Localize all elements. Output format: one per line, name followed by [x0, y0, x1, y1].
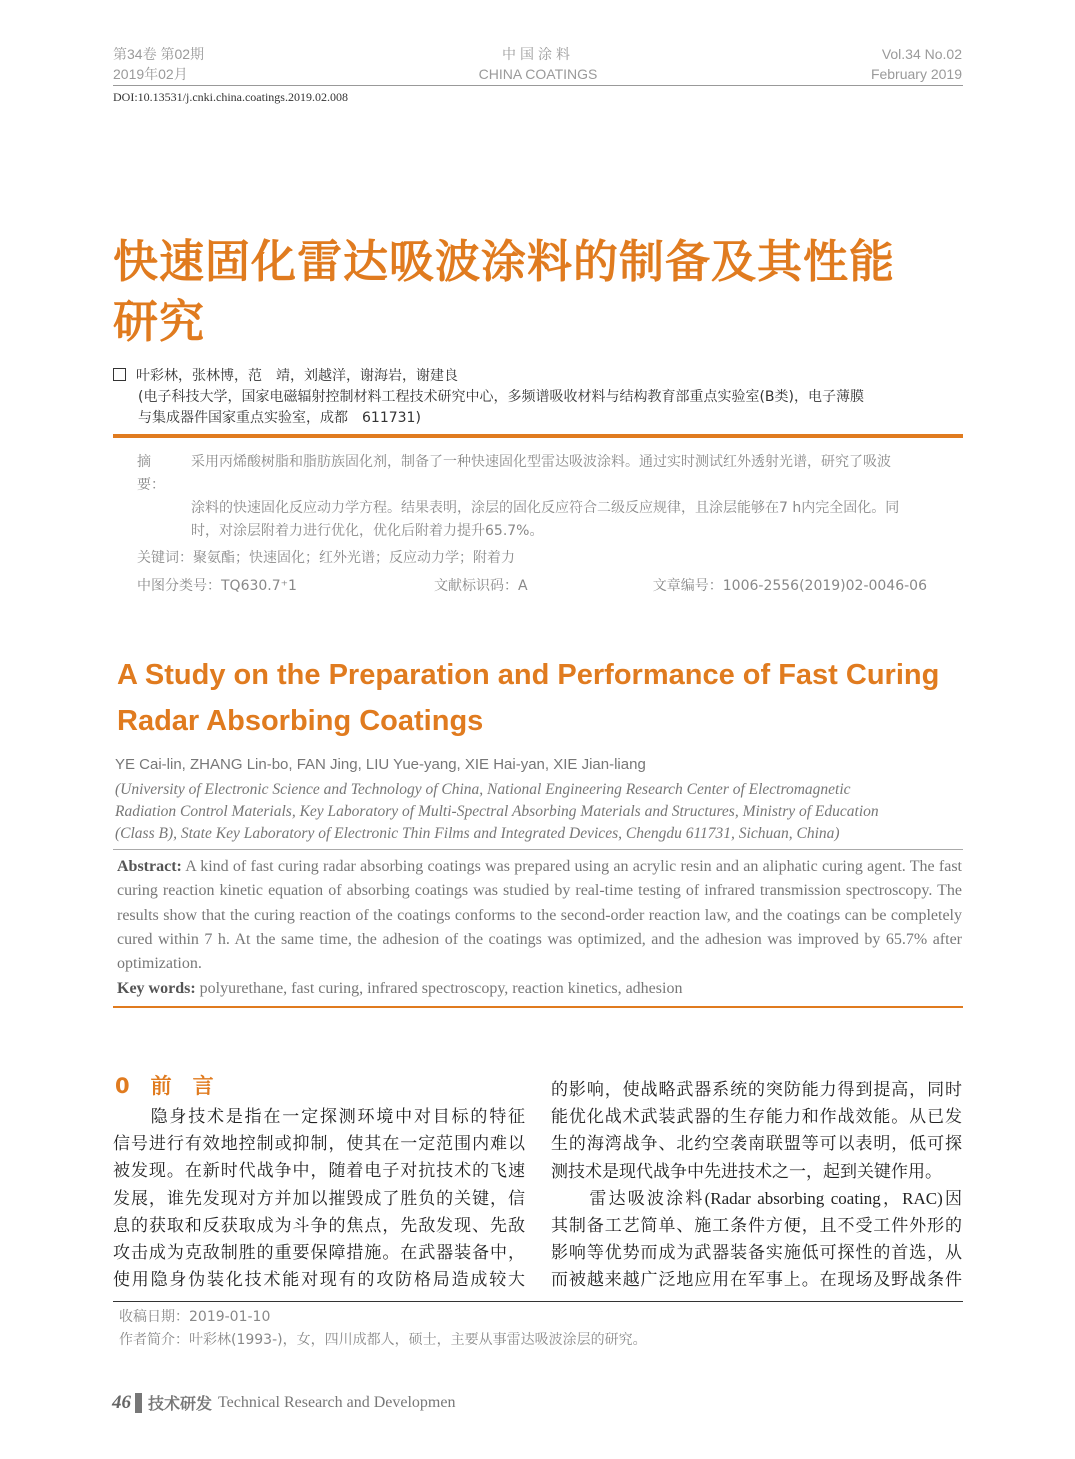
- header-journal-en: CHINA COATINGS: [478, 66, 598, 82]
- abstract-cn-label: 摘 要：: [137, 454, 165, 493]
- body-line: 攻击成为克敌制胜的重要保障措施。在武器装备中，: [113, 1242, 525, 1262]
- body-line: 息的获取和反获取成为斗争的焦点，先敌发现、先敌: [113, 1215, 525, 1235]
- clc-number: 中图分类号：TQ630.7⁺1: [137, 578, 297, 594]
- affiliation-line: (电子科技大学，国家电磁辐射控制材料工程技术研究中心，多频谱吸收材料与结构教育部重点实验室(B类)，电子薄膜: [138, 389, 864, 405]
- title-en-line: Radar Absorbing Coatings: [117, 705, 484, 737]
- received-date: 收稿日期：2019-01-10: [119, 1309, 271, 1325]
- keywords-en: [117, 977, 962, 1001]
- abstract-rule-bottom: [113, 1006, 963, 1008]
- section-number: 0: [115, 1074, 130, 1098]
- header-volume-cn: 第34卷 第02期: [113, 46, 205, 62]
- body-line: 生的海湾战争、北约空袭南联盟等可以表明，低可探: [551, 1134, 962, 1154]
- abstract-en-text: A kind of fast curing radar absorbing coatings was prepared using an acrylic resin and an aliphatic curing agent. The fast curing reaction kinetic equation of absorbing coatings was studied by real-time testing of infrared transmission spectroscopy. The results show that the curing reaction of the coatings conforms to the second-order reaction law, and the coatings can be completely cured within 7 h. At the same time, the adhesion of the coatings was optimized, and the adhesion was improved by 65.7% after optimization.: [117, 858, 962, 973]
- abstract-cn-line: 涂料的快速固化反应动力学方程。结果表明，涂层的固化反应符合二级反应规律，且涂层能够在7 h内完全固化。同: [191, 500, 900, 516]
- article-number: 文章编号：1006-2556(2019)02-0046-06: [652, 578, 927, 594]
- body-line: 能优化战术武装武器的生存能力和作战效能。从已发: [551, 1107, 962, 1127]
- classification-row: [137, 575, 927, 598]
- body-line: 其制备工艺简单、施工条件方便，且不受工件外形的: [551, 1215, 962, 1235]
- keywords-cn: 关键词：聚氨酯；快速固化；红外光谱；反应动力学；附着力: [137, 550, 515, 566]
- page-footer: [112, 1391, 455, 1414]
- header-date-cn: 2019年02月: [113, 66, 188, 82]
- footer-section-cn: 技术研发: [148, 1396, 213, 1413]
- abstract-cn: [137, 451, 927, 543]
- footer-section-en: Technical Research and Developmen: [218, 1393, 456, 1411]
- affiliation-en: [115, 779, 879, 845]
- body-line: 雷达吸波涂料(Radar absorbing coating，RAC)因: [551, 1188, 962, 1208]
- left-column: [113, 1103, 525, 1293]
- accent-rule: [113, 434, 963, 438]
- body-line: 的影响，使战略武器系统的突防能力得到提高，同时: [551, 1080, 962, 1099]
- square-bullet-icon: [113, 368, 126, 381]
- title-cn-line: 快速固化雷达吸波涂料的制备及其性能: [113, 235, 896, 288]
- body-line: 发展，谁先发现对方并加以摧毁成了胜负的关键，信: [113, 1188, 525, 1208]
- authors-cn: 叶彩林，张林博，范 靖，刘越洋，谢海岩，谢建良: [136, 368, 458, 384]
- footer-bar: [135, 1393, 142, 1413]
- affiliation-line: Radiation Control Materials, Key Laboratory of Multi-Spectral Absorbing Materials and Structures, Ministry of Education: [115, 803, 879, 820]
- footnote-rule: [113, 1301, 963, 1302]
- body-line: 被发现。在新时代战争中，随着电子对抗技术的飞速: [113, 1161, 525, 1181]
- section-heading: [115, 1070, 214, 1100]
- title-cn: [113, 232, 895, 352]
- title-cn-line: 研究: [113, 295, 206, 348]
- doi: DOI:10.13531/j.cnki.china.coatings.2019.02.008: [113, 90, 348, 104]
- document-code: 文献标识码：A: [434, 578, 528, 594]
- body-line: 测技术是现代战争中先进技术之一，起到关键作用。: [551, 1161, 942, 1181]
- header-volume-en: Vol.34 No.02: [881, 46, 962, 62]
- affiliation-cn: [113, 387, 864, 429]
- affiliation-line: 与集成器件国家重点实验室，成都 611731): [138, 410, 421, 426]
- body-line: 隐身技术是指在一定探测环境中对目标的特征: [113, 1107, 525, 1126]
- affiliation-line: (University of Electronic Science and Technology of China, National Engineering Research Center of Electromagnetic: [115, 781, 851, 798]
- abstract-en-block: [117, 855, 962, 1008]
- page-number: 46: [112, 1391, 131, 1413]
- abstract-en-label: Abstract:: [117, 858, 182, 875]
- abstract-cn-block: [137, 451, 927, 598]
- right-column: [551, 1076, 962, 1294]
- title-en-line: A Study on the Preparation and Performance of Fast Curing: [117, 659, 940, 691]
- body-line: 而被越来越广泛地应用在军事上。在现场及野战条件: [551, 1270, 962, 1290]
- authors-block: [113, 366, 864, 429]
- header-rule: [113, 85, 963, 86]
- body-line: 使用隐身伪装化技术能对现有的攻防格局造成较大: [113, 1270, 525, 1290]
- title-en: [117, 652, 939, 744]
- section-title: 前 言: [150, 1074, 214, 1098]
- header-date-en: February 2019: [870, 66, 962, 82]
- abstract-en: [117, 855, 962, 976]
- body-line: 信号进行有效地控制或抑制，使其在一定范围内难以: [113, 1134, 525, 1154]
- author-bio: 作者简介：叶彩林(1993-)，女，四川成都人，硕士，主要从事雷达吸波涂层的研究。: [119, 1332, 647, 1348]
- abstract-rule-top: [113, 849, 963, 850]
- header-journal-cn: 中国涂料: [502, 46, 574, 62]
- keywords-en-text: polyurethane, fast curing, infrared spectroscopy, reaction kinetics, adhesion: [199, 980, 683, 998]
- abstract-cn-line: 时，对涂层附着力进行优化，优化后附着力提升65.7%。: [191, 523, 544, 539]
- keywords-en-label: Key words:: [117, 980, 196, 998]
- authors-en: YE Cai-lin, ZHANG Lin-bo, FAN Jing, LIU Yue-yang, XIE Hai-yan, XIE Jian-liang: [115, 756, 646, 773]
- affiliation-line: (Class B), State Key Laboratory of Electronic Thin Films and Integrated Devices, Chengdu 611731, Sichuan, China): [115, 825, 840, 842]
- abstract-cn-line: 采用丙烯酸树脂和脂肪族固化剂，制备了一种快速固化型雷达吸波涂料。通过实时测试红外透射光谱，研究了吸波: [191, 454, 891, 470]
- body-line: 影响等优势而成为武器装备实施低可探性的首选，从: [551, 1243, 962, 1263]
